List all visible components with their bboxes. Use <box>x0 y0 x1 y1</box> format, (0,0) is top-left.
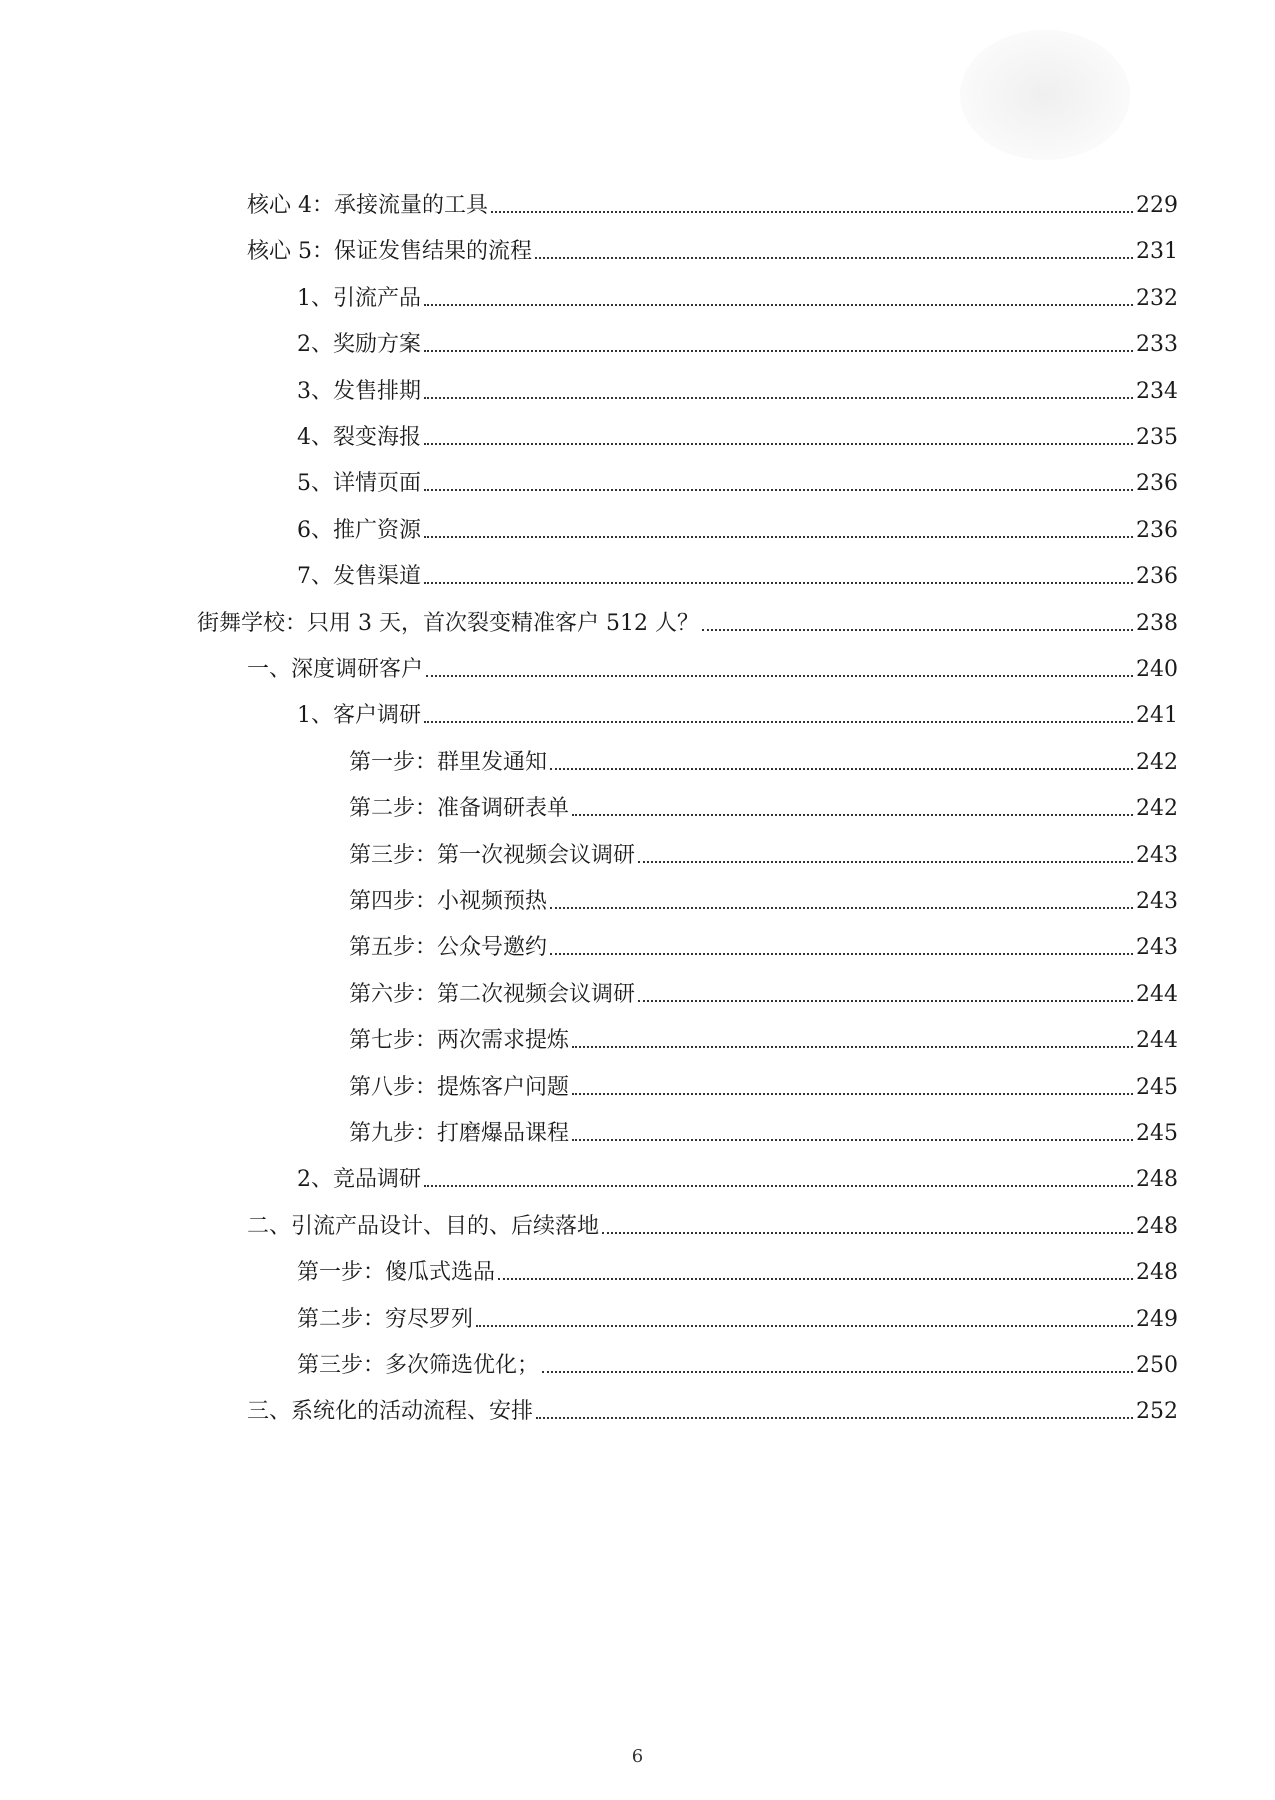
toc-entry-page: 242 <box>1136 749 1178 775</box>
toc-entry-title: 第五步：公众号邀约 <box>349 935 548 961</box>
toc-entry[interactable] <box>349 876 1178 916</box>
toc-entry[interactable] <box>247 1386 1178 1426</box>
dot-leader <box>424 443 1133 445</box>
dot-leader <box>424 582 1133 584</box>
toc-entry-page: 242 <box>1136 796 1178 822</box>
toc-entry-page: 248 <box>1136 1213 1178 1239</box>
dot-leader <box>424 1185 1133 1187</box>
toc-entry-title: 1、客户调研 <box>297 703 421 729</box>
toc-entry[interactable] <box>247 226 1178 266</box>
toc-entry[interactable] <box>197 598 1178 638</box>
toc-entry[interactable] <box>297 319 1178 359</box>
toc-entry-title: 核心 4：承接流量的工具 <box>247 193 488 218</box>
toc-entry[interactable] <box>349 1108 1178 1148</box>
toc-entry-page: 235 <box>1136 425 1178 450</box>
toc-entry-title: 1、引流产品 <box>297 285 421 311</box>
toc-entry[interactable] <box>297 273 1178 313</box>
toc-entry-page: 245 <box>1136 1074 1178 1100</box>
toc-entry-page: 244 <box>1136 981 1178 1007</box>
toc-entry-page: 231 <box>1136 239 1178 265</box>
toc-entry-title: 第六步：第二次视频会议调研 <box>349 981 636 1007</box>
toc-entry-page: 243 <box>1136 889 1178 914</box>
dot-leader <box>491 211 1133 213</box>
toc-entry-page: 229 <box>1136 193 1178 218</box>
dot-leader <box>535 257 1133 259</box>
toc-entry-title: 2、奖励方案 <box>297 332 421 358</box>
toc-entry[interactable] <box>297 412 1178 452</box>
dot-leader <box>424 397 1133 399</box>
toc-entry-title: 街舞学校：只用 3 天，首次裂变精准客户 512 人？ <box>197 610 699 636</box>
toc-entry-page: 234 <box>1136 378 1178 404</box>
dot-leader <box>424 721 1133 723</box>
dot-leader <box>638 1000 1133 1002</box>
toc-entry-page: 243 <box>1136 842 1178 868</box>
toc-entry[interactable] <box>297 1294 1178 1334</box>
toc-entry-title: 第八步：提炼客户问题 <box>349 1074 570 1100</box>
dot-leader <box>536 1417 1133 1419</box>
toc-entry-title: 核心 5：保证发售结果的流程 <box>247 239 532 265</box>
dot-leader <box>476 1325 1133 1327</box>
toc-entry-title: 第一步：傻瓜式选品 <box>297 1260 496 1286</box>
toc-entry-page: 249 <box>1136 1306 1178 1332</box>
dot-leader <box>542 1371 1133 1373</box>
dot-leader <box>572 1093 1133 1095</box>
toc-entry-title: 6、推广资源 <box>297 517 421 543</box>
toc-entry[interactable] <box>349 969 1178 1009</box>
toc-entry-page: 236 <box>1136 517 1178 543</box>
toc-entry-title: 第二步：穷尽罗列 <box>297 1306 474 1332</box>
toc-entry-title: 二、引流产品设计、目的、后续落地 <box>247 1213 600 1239</box>
toc-entry-page: 252 <box>1136 1399 1178 1425</box>
toc-entry[interactable] <box>247 1201 1178 1241</box>
toc-entry-page: 238 <box>1136 610 1178 636</box>
toc-entry-title: 第三步：第一次视频会议调研 <box>349 842 636 868</box>
dot-leader <box>424 536 1133 538</box>
toc-entry[interactable] <box>297 690 1178 730</box>
toc-entry-page: 240 <box>1136 657 1178 682</box>
toc-entry-page: 243 <box>1136 935 1178 961</box>
toc-entry-title: 4、裂变海报 <box>297 425 421 450</box>
toc-entry-page: 233 <box>1136 332 1178 358</box>
toc-entry[interactable] <box>297 505 1178 545</box>
toc-entry-page: 244 <box>1136 1028 1178 1054</box>
dot-leader <box>498 1278 1133 1280</box>
toc-entry[interactable] <box>297 1247 1178 1287</box>
toc-entry-title: 第一步：群里发通知 <box>349 749 548 775</box>
dot-leader <box>572 814 1133 816</box>
dot-leader <box>602 1232 1133 1234</box>
page-number: 6 <box>631 1746 644 1767</box>
toc-entry-title: 第三步：多次筛选优化； <box>297 1353 540 1378</box>
toc-entry-title: 三、系统化的活动流程、安排 <box>247 1399 534 1425</box>
scan-smudge <box>960 30 1130 160</box>
toc-entry[interactable] <box>349 1015 1178 1055</box>
toc-entry-page: 250 <box>1136 1353 1178 1378</box>
toc-entry-title: 2、竞品调研 <box>297 1167 421 1193</box>
dot-leader <box>638 861 1133 863</box>
toc-entry-title: 第九步：打磨爆品课程 <box>349 1121 570 1146</box>
toc-entry-title: 5、详情页面 <box>297 471 421 497</box>
toc-entry-title: 第七步：两次需求提炼 <box>349 1028 570 1054</box>
toc-entry[interactable] <box>247 180 1178 220</box>
dot-leader <box>572 1046 1133 1048</box>
dot-leader <box>702 629 1133 631</box>
toc-entry-page: 248 <box>1136 1260 1178 1286</box>
toc-entry[interactable] <box>349 737 1178 777</box>
toc-entry-page: 241 <box>1136 703 1178 729</box>
toc-entry-title: 第四步：小视频预热 <box>349 889 548 914</box>
toc-entry-page: 245 <box>1136 1121 1178 1146</box>
toc-entry[interactable] <box>297 551 1178 591</box>
toc-entry[interactable] <box>349 1062 1178 1102</box>
dot-leader <box>550 907 1133 909</box>
toc-entry[interactable] <box>297 366 1178 406</box>
dot-leader <box>572 1139 1133 1141</box>
dot-leader <box>424 350 1133 352</box>
dot-leader <box>426 675 1133 677</box>
dot-leader <box>550 768 1133 770</box>
dot-leader <box>424 304 1133 306</box>
toc-entry-page: 236 <box>1136 471 1178 497</box>
toc-entry-page: 248 <box>1136 1167 1178 1193</box>
toc-entry-title: 3、发售排期 <box>297 378 421 404</box>
dot-leader <box>550 953 1133 955</box>
toc-entry[interactable] <box>349 783 1178 823</box>
toc-entry-title: 7、发售渠道 <box>297 564 421 590</box>
toc-entry[interactable] <box>297 1154 1178 1194</box>
toc-entry[interactable] <box>297 458 1178 498</box>
toc-entry-title: 第二步：准备调研表单 <box>349 796 570 822</box>
toc-entry[interactable] <box>349 922 1178 962</box>
dot-leader <box>424 489 1133 491</box>
toc-entry-page: 236 <box>1136 564 1178 590</box>
toc-entry-page: 232 <box>1136 285 1178 311</box>
toc-entry[interactable] <box>297 1340 1178 1380</box>
toc-entry[interactable] <box>247 644 1178 684</box>
toc-entry-title: 一、深度调研客户 <box>247 657 424 682</box>
toc-entry[interactable] <box>349 830 1178 870</box>
